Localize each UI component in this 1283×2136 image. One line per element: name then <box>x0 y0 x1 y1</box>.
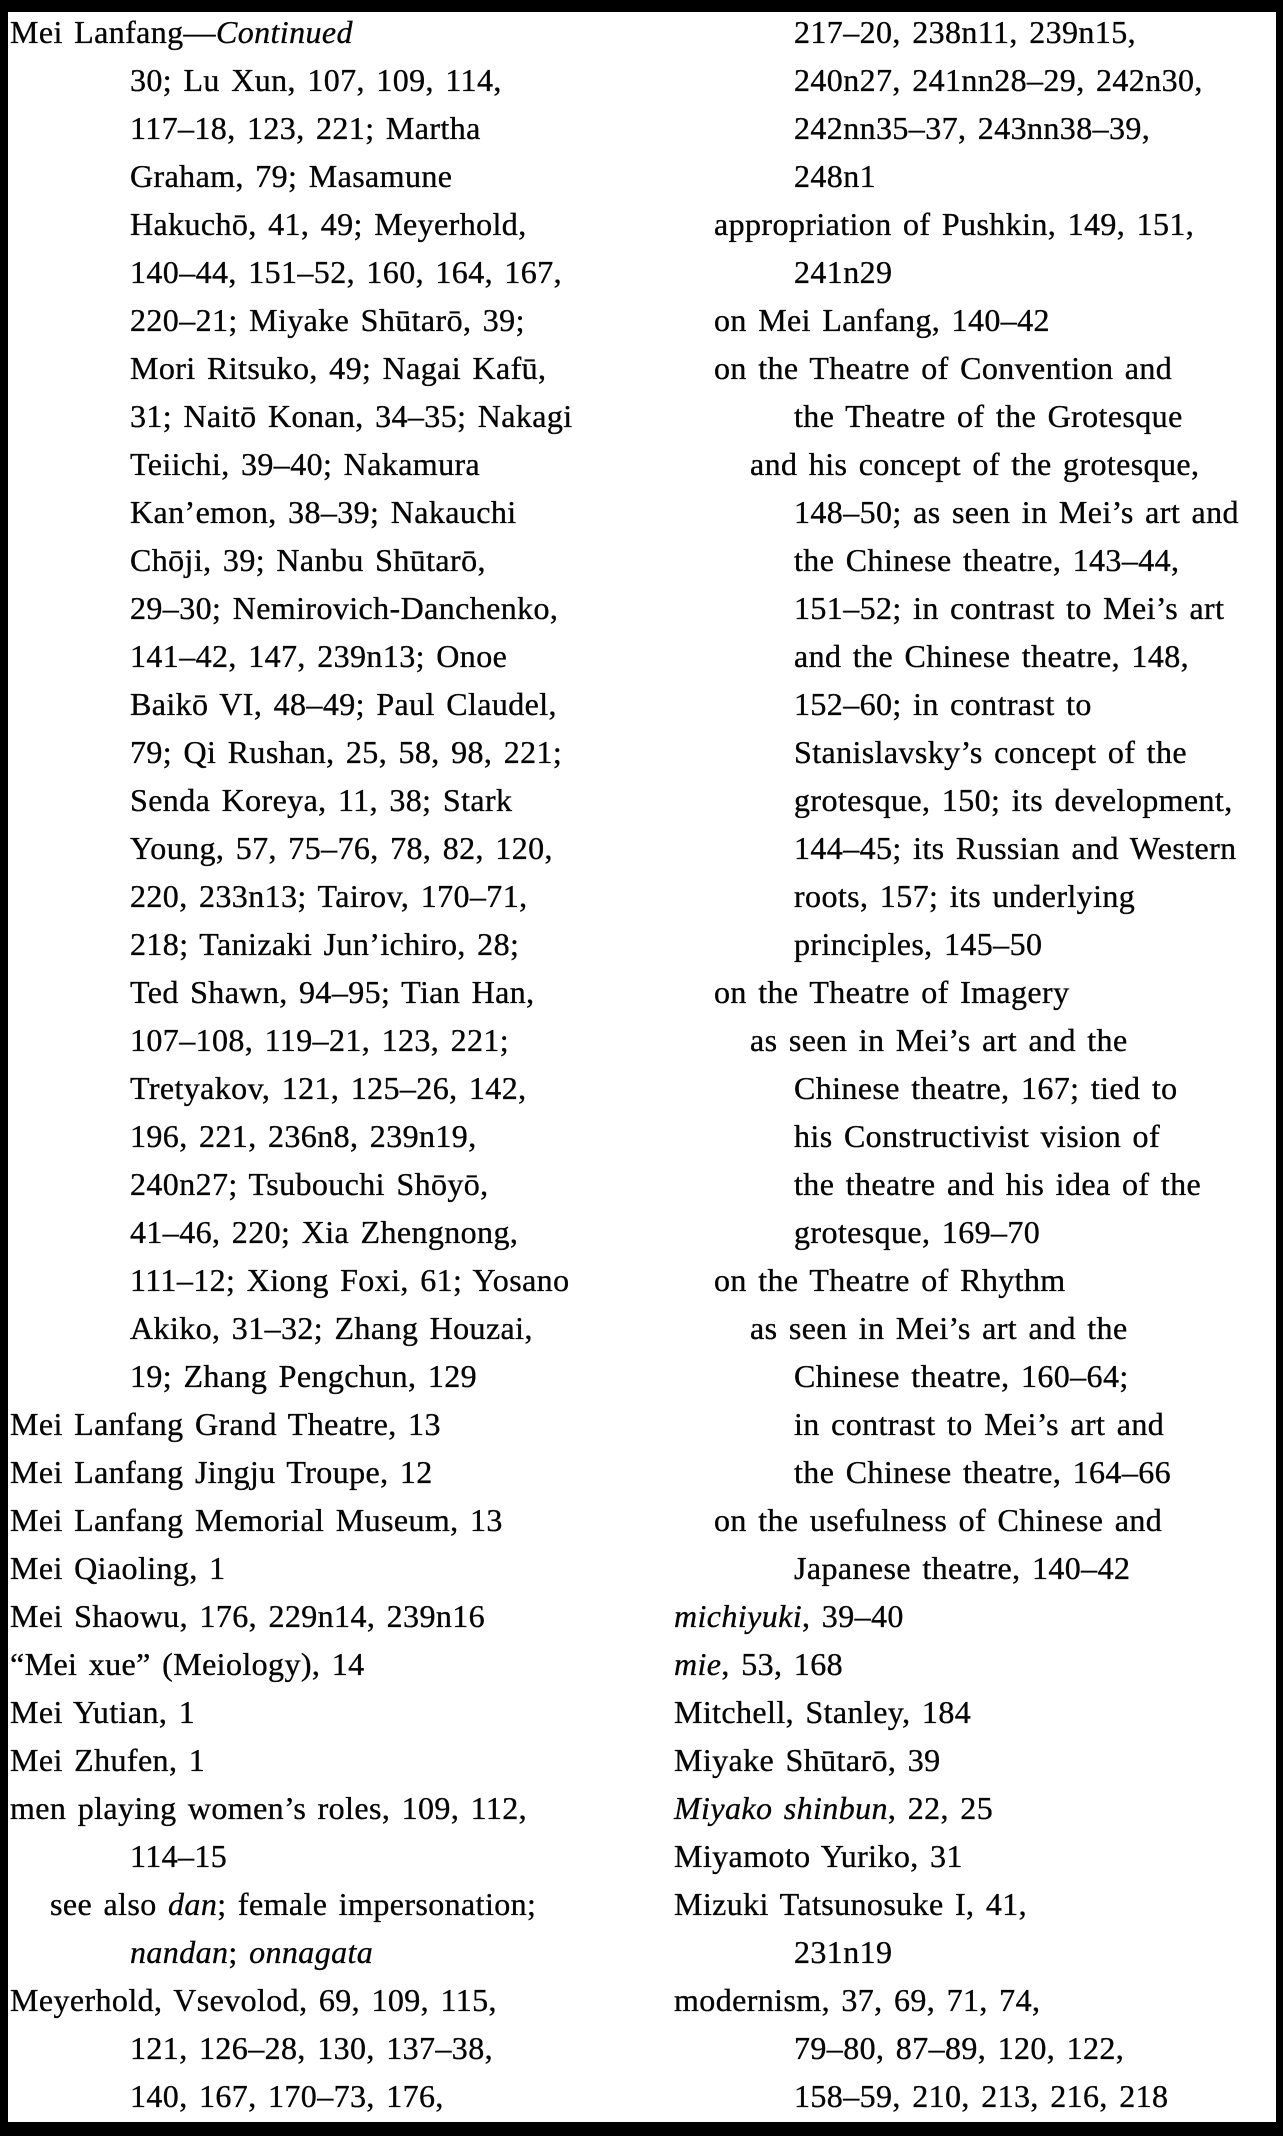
index-line-italic-text: michiyuki <box>674 1598 802 1634</box>
index-line <box>10 392 665 440</box>
index-line <box>10 1784 665 1832</box>
index-line-text: 141–42, 147, 239n13; Onoe <box>130 638 508 674</box>
index-line <box>10 872 665 920</box>
index-line <box>10 2072 665 2120</box>
index-line <box>10 1352 665 1400</box>
index-line <box>10 1064 665 1112</box>
index-line <box>674 1112 1275 1160</box>
index-line <box>674 1688 1275 1736</box>
index-line <box>10 8 665 56</box>
index-line-text: Ted Shawn, 94–95; Tian Han, <box>130 974 535 1010</box>
index-line-text: Mei Yutian, 1 <box>10 1694 196 1730</box>
index-line <box>10 152 665 200</box>
index-line-text: on the Theatre of Convention and <box>714 350 1173 386</box>
index-line-text: Mizuki Tatsunosuke I, 41, <box>674 1886 1028 1922</box>
index-column-right <box>674 8 1275 2120</box>
index-line-italic-text: Miyako shinbun <box>674 1790 888 1826</box>
index-line <box>10 632 665 680</box>
index-line-text: Mei Lanfang— <box>10 14 216 50</box>
index-line-text: Akiko, 31–32; Zhang Houzai, <box>130 1310 533 1346</box>
index-line-text: Miyake Shūtarō, 39 <box>674 1742 941 1778</box>
index-line <box>674 1976 1275 2024</box>
index-line-text: Mei Qiaoling, 1 <box>10 1550 226 1586</box>
index-line-text: Young, 57, 75–76, 78, 82, 120, <box>130 830 553 866</box>
index-line-text: and the Chinese theatre, 148, <box>794 638 1190 674</box>
index-line <box>10 920 665 968</box>
index-line <box>10 56 665 104</box>
index-line-text: Japanese theatre, 140–42 <box>794 1550 1131 1586</box>
index-line-text: his Constructivist vision of <box>794 1118 1160 1154</box>
index-line-text: 140, 167, 170–73, 176, <box>130 2078 444 2114</box>
index-line <box>674 1352 1275 1400</box>
index-line <box>10 200 665 248</box>
index-line <box>674 632 1275 680</box>
index-line <box>674 968 1275 1016</box>
index-line-text: 240n27, 241nn28–29, 242n30, <box>794 62 1203 98</box>
index-line-text: grotesque, 169–70 <box>794 1214 1041 1250</box>
index-line-text: 196, 221, 236n8, 239n19, <box>130 1118 477 1154</box>
index-line-text: “Mei xue” (Meiology), 14 <box>10 1646 365 1682</box>
index-line-italic-text: Continued <box>215 14 353 50</box>
index-line <box>10 824 665 872</box>
index-line-text: Mori Ritsuko, 49; Nagai Kafū, <box>130 350 547 386</box>
index-line <box>10 728 665 776</box>
index-line-text: on the Theatre of Imagery <box>714 974 1070 1010</box>
index-line <box>10 1544 665 1592</box>
index-line-text: 241n29 <box>794 254 893 290</box>
index-line <box>674 152 1275 200</box>
index-line <box>674 8 1275 56</box>
index-line <box>674 1496 1275 1544</box>
index-line <box>674 488 1275 536</box>
index-line <box>674 824 1275 872</box>
index-line <box>674 536 1275 584</box>
index-line-text: ; <box>228 1934 250 1970</box>
index-line-text: 240n27; Tsubouchi Shōyō, <box>130 1166 489 1202</box>
index-line-text: and his concept of the grotesque, <box>750 446 1200 482</box>
index-line <box>10 776 665 824</box>
index-line-text: 107–108, 119–21, 123, 221; <box>130 1022 510 1058</box>
index-line-text: Teiichi, 39–40; Nakamura <box>130 446 481 482</box>
index-line-text: 30; Lu Xun, 107, 109, 114, <box>130 62 502 98</box>
index-line <box>674 1400 1275 1448</box>
index-line <box>674 920 1275 968</box>
index-line <box>10 296 665 344</box>
index-line <box>10 968 665 1016</box>
index-line-text: 79–80, 87–89, 120, 122, <box>794 2030 1125 2066</box>
index-line-text: Senda Koreya, 11, 38; Stark <box>130 782 513 818</box>
index-line <box>10 1208 665 1256</box>
index-line-text: men playing women’s roles, 109, 112, <box>10 1790 528 1826</box>
index-line-text: Chinese theatre, 160–64; <box>794 1358 1129 1394</box>
index-line-text: 41–46, 220; Xia Zhengnong, <box>130 1214 519 1250</box>
index-line-text: 117–18, 123, 221; Martha <box>130 110 481 146</box>
index-line <box>674 1832 1275 1880</box>
index-line-text: 218; Tanizaki Jun’ichiro, 28; <box>130 926 520 962</box>
index-line-text: ; female impersonation; <box>217 1886 537 1922</box>
index-line <box>10 1832 665 1880</box>
index-line <box>10 440 665 488</box>
index-line-text: 220–21; Miyake Shūtarō, 39; <box>130 302 525 338</box>
index-line <box>674 776 1275 824</box>
index-line <box>10 1112 665 1160</box>
index-line <box>10 536 665 584</box>
index-line <box>674 1448 1275 1496</box>
index-line <box>10 1448 665 1496</box>
index-line-text: Mei Lanfang Jingju Troupe, 12 <box>10 1454 433 1490</box>
index-line <box>674 440 1275 488</box>
index-line-italic-text: nandan <box>130 1934 229 1970</box>
index-line-text: Mei Lanfang Memorial Museum, 13 <box>10 1502 503 1538</box>
index-line <box>674 1736 1275 1784</box>
index-line <box>674 104 1275 152</box>
index-line <box>674 1592 1275 1640</box>
index-line <box>674 1304 1275 1352</box>
index-line <box>10 1496 665 1544</box>
index-line <box>10 1928 665 1976</box>
index-line-text: appropriation of Pushkin, 149, 151, <box>714 206 1195 242</box>
index-line-text: Mitchell, Stanley, 184 <box>674 1694 972 1730</box>
index-line-text: principles, 145–50 <box>794 926 1043 962</box>
index-line <box>10 1688 665 1736</box>
index-line <box>674 1256 1275 1304</box>
index-line <box>674 1208 1275 1256</box>
index-line-text: Mei Shaowu, 176, 229n14, 239n16 <box>10 1598 486 1634</box>
index-line-text: Mei Zhufen, 1 <box>10 1742 206 1778</box>
index-line-italic-text: onnagata <box>249 1934 374 1970</box>
index-line-text: Miyamoto Yuriko, 31 <box>674 1838 963 1874</box>
index-line-text: the Chinese theatre, 164–66 <box>794 1454 1172 1490</box>
index-line-text: Meyerhold, Vsevolod, 69, 109, 115, <box>10 1982 497 2018</box>
index-column-left <box>10 8 665 2120</box>
index-line-text: as seen in Mei’s art and the <box>750 1310 1128 1346</box>
index-line <box>674 584 1275 632</box>
index-line-text: 152–60; in contrast to <box>794 686 1092 722</box>
index-line-text: the theatre and his idea of the <box>794 1166 1202 1202</box>
index-line-text: 220, 233n13; Tairov, 170–71, <box>130 878 528 914</box>
index-line <box>674 2024 1275 2072</box>
index-line-text: Mei Lanfang Grand Theatre, 13 <box>10 1406 441 1442</box>
index-line-text: the Theatre of the Grotesque <box>794 398 1183 434</box>
index-line <box>674 1784 1275 1832</box>
index-line <box>10 2024 665 2072</box>
index-line <box>10 680 665 728</box>
index-line <box>10 1256 665 1304</box>
index-line-text: Graham, 79; Masamune <box>130 158 453 194</box>
index-line-text: 29–30; Nemirovich-Danchenko, <box>130 590 559 626</box>
index-line-text: 242nn35–37, 243nn38–39, <box>794 110 1151 146</box>
index-line-text: 31; Naitō Konan, 34–35; Nakagi <box>130 398 573 434</box>
index-line <box>674 2072 1275 2120</box>
index-line-text: Chinese theatre, 167; tied to <box>794 1070 1178 1106</box>
index-line <box>674 1640 1275 1688</box>
index-line-text: on the usefulness of Chinese and <box>714 1502 1163 1538</box>
index-line <box>674 1928 1275 1976</box>
index-line-text: Kan’emon, 38–39; Nakauchi <box>130 494 517 530</box>
index-line-text: 140–44, 151–52, 160, 164, 167, <box>130 254 562 290</box>
index-line-text: Chōji, 39; Nanbu Shūtarō, <box>130 542 486 578</box>
index-line <box>10 1880 665 1928</box>
index-line <box>674 248 1275 296</box>
index-line <box>10 1304 665 1352</box>
index-line-text: 148–50; as seen in Mei’s art and <box>794 494 1239 530</box>
index-line <box>674 344 1275 392</box>
index-line <box>10 1976 665 2024</box>
index-line <box>10 1640 665 1688</box>
index-line <box>674 1160 1275 1208</box>
index-line-text: 114–15 <box>130 1838 228 1874</box>
index-line-text: 248n1 <box>794 158 876 194</box>
index-line <box>10 1016 665 1064</box>
index-line-italic-text: mie <box>674 1646 722 1682</box>
index-line <box>674 680 1275 728</box>
index-line <box>674 392 1275 440</box>
index-line-text: the Chinese theatre, 143–44, <box>794 542 1180 578</box>
index-line <box>10 1736 665 1784</box>
index-line <box>674 1880 1275 1928</box>
index-line-text: modernism, 37, 69, 71, 74, <box>674 1982 1041 2018</box>
index-line-text: Tretyakov, 121, 125–26, 142, <box>130 1070 527 1106</box>
index-line-text: on the Theatre of Rhythm <box>714 1262 1066 1298</box>
index-line-text: roots, 157; its underlying <box>794 878 1136 914</box>
index-line <box>674 56 1275 104</box>
index-line-text: , 39–40 <box>802 1598 904 1634</box>
index-line-text: 79; Qi Rushan, 25, 58, 98, 221; <box>130 734 563 770</box>
index-line <box>10 104 665 152</box>
index-line <box>10 344 665 392</box>
index-line-text: on Mei Lanfang, 140–42 <box>714 302 1050 338</box>
index-line-text: , 53, 168 <box>721 1646 844 1682</box>
index-line-text: 121, 126–28, 130, 137–38, <box>130 2030 493 2066</box>
index-line-text: 19; Zhang Pengchun, 129 <box>130 1358 478 1394</box>
index-line-italic-text: dan <box>168 1886 218 1922</box>
index-line-text: grotesque, 150; its development, <box>794 782 1233 818</box>
index-line-text: as seen in Mei’s art and the <box>750 1022 1128 1058</box>
index-line <box>10 1592 665 1640</box>
index-line-text: Stanislavsky’s concept of the <box>794 734 1187 770</box>
index-line-text: Baikō VI, 48–49; Paul Claudel, <box>130 686 557 722</box>
index-line <box>10 488 665 536</box>
index-line-text: 151–52; in contrast to Mei’s art <box>794 590 1225 626</box>
index-line-text: 144–45; its Russian and Western <box>794 830 1237 866</box>
index-line <box>10 584 665 632</box>
index-line-text: , 22, 25 <box>887 1790 994 1826</box>
index-line <box>674 200 1275 248</box>
index-line <box>10 1160 665 1208</box>
index-line <box>674 1064 1275 1112</box>
index-line <box>10 1400 665 1448</box>
index-line-text: 158–59, 210, 213, 216, 218 <box>794 2078 1169 2114</box>
index-line-text: see also <box>50 1886 169 1922</box>
index-line <box>674 296 1275 344</box>
index-line-text: 217–20, 238n11, 239n15, <box>794 14 1137 50</box>
index-line-text: 231n19 <box>794 1934 893 1970</box>
index-line-text: Hakuchō, 41, 49; Meyerhold, <box>130 206 527 242</box>
index-line-text: 111–12; Xiong Foxi, 61; Yosano <box>130 1262 570 1298</box>
index-line <box>674 1016 1275 1064</box>
index-line <box>10 248 665 296</box>
index-line <box>674 1544 1275 1592</box>
index-line <box>674 872 1275 920</box>
index-line <box>674 728 1275 776</box>
index-line-text: in contrast to Mei’s art and <box>794 1406 1165 1442</box>
